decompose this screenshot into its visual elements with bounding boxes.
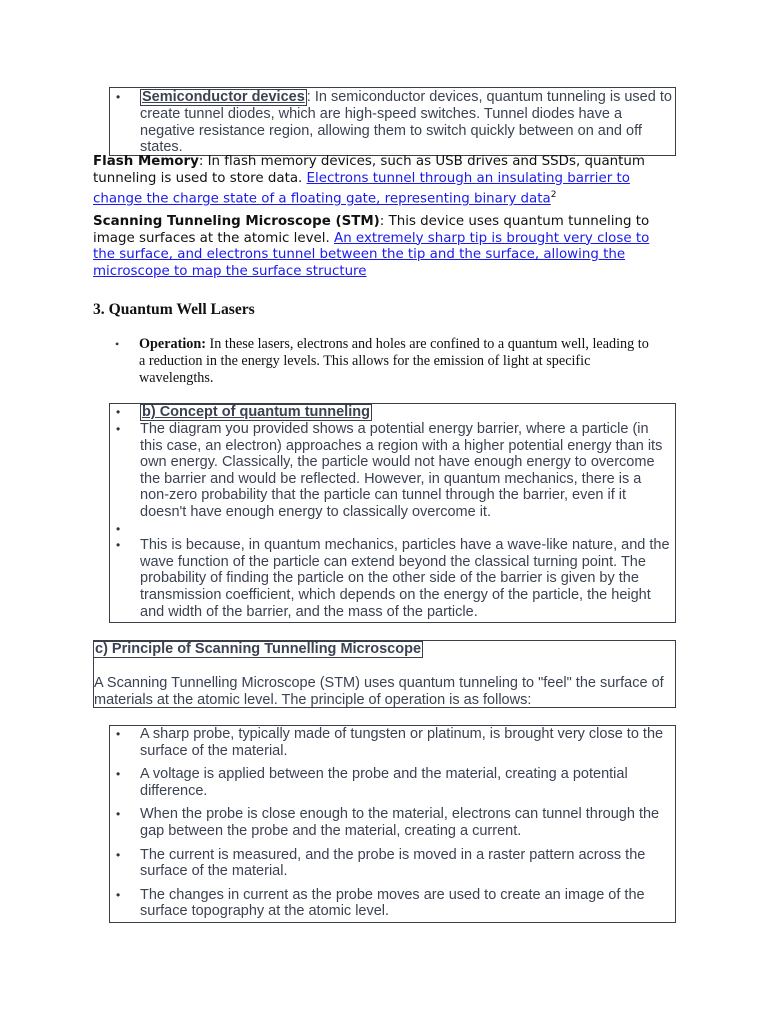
step-text: When the probe is close enough to the material, electrons can tunnel through the gap between the probe and the material, creating a current. — [140, 806, 660, 839]
step-text: The changes in current as the probe moves are used to create an image of the surface topography at the atomic level. — [140, 886, 645, 920]
step-text: The current is measured, and the probe is moved in a raster pattern across the surface of the material. — [140, 846, 646, 880]
semiconductor-box — [109, 87, 676, 156]
semiconductor-label: Semiconductor devices — [142, 89, 305, 105]
principle-box — [93, 640, 676, 708]
list-item — [110, 806, 675, 839]
list-item — [110, 847, 675, 880]
flash-memory-link[interactable]: Electrons tunnel through an insulating barrier to change the charge state of a floating gate, representing binary data — [93, 170, 630, 207]
semiconductor-text: : In semiconductor devices, quantum tunneling is used to create tunnel diodes, which are high-speed switches. Tunnel diodes have a negative resistance region, allowing them to switch quickly between on and off states. — [140, 89, 672, 156]
operation-list — [109, 336, 654, 387]
step-text: A voltage is applied between the probe and the material, creating a potential difference. — [140, 766, 628, 799]
stm-paragraph — [93, 214, 673, 280]
concept-para2: This is because, in quantum mechanics, particles have a wave-like nature, and the wave function of the particle can extend beyond the classical turning point. The probability of finding the particle on the other side of the barrier is given by the transmission coefficient, which depends on the energy of the particle, the height and width of the barrier, and the mass of the particle. — [140, 537, 670, 620]
flash-memory-paragraph — [93, 154, 673, 208]
step-text: A sharp probe, typically made of tungsten or platinum, is brought very close to the surface of the material. — [140, 726, 664, 759]
concept-para1: The diagram you provided shows a potential energy barrier, where a particle (in this case, an electron) approaches a region with a higher potential energy than its own energy. Classically, the particle would not have enough energy to overcome the barrier and would be reflected. However, in quantum mechanics, there is a non-zero probability that the particle can tunnel through the barrier, even if it doesn't have enough energy to classically overcome it. — [140, 421, 663, 520]
steps-list — [110, 726, 675, 920]
stm-link[interactable]: An extremely sharp tip is brought very close to the surface, and electrons tunnel between the tip and the surface, allowing the microscope to map the surface structure — [93, 230, 650, 279]
steps-box — [109, 725, 676, 923]
principle-heading — [94, 641, 675, 658]
operation-text: In these lasers, electrons and holes are confined to a quantum well, leading to a reduction in the energy levels. This allows for the emission of light at specific wavelengths. — [139, 336, 649, 386]
stm-text: : This device uses quantum tunneling to image surfaces at the atomic level. — [93, 214, 650, 246]
quantum-well-lasers-heading: 3. Quantum Well Lasers — [93, 301, 255, 318]
list-item — [110, 887, 675, 920]
operation-item — [109, 336, 654, 387]
flash-memory-label: Flash Memory — [93, 154, 199, 169]
stm-label: Scanning Tunneling Microscope (STM) — [93, 214, 380, 229]
concept-empty-item — [110, 521, 675, 538]
flash-memory-text: : In flash memory devices, such as USB drives and SSDs, quantum tunneling is used to store data. — [93, 154, 645, 186]
list-item — [110, 726, 675, 759]
operation-label: Operation: — [139, 336, 206, 352]
flash-memory-footnote[interactable]: 2 — [550, 190, 557, 201]
concept-para2-item — [110, 537, 675, 620]
concept-para1-item — [110, 421, 675, 521]
principle-intro: A Scanning Tunnelling Microscope (STM) uses quantum tunneling to "feel" the surface of materials at the atomic level. The principle of operation is as follows: — [94, 675, 664, 708]
concept-box — [109, 403, 676, 623]
principle-label: c) Principle of Scanning Tunnelling Microscope — [95, 641, 422, 657]
list-item — [110, 766, 675, 799]
semiconductor-item — [110, 89, 675, 156]
concept-label: b) Concept of quantum tunneling — [142, 404, 370, 420]
concept-heading-item — [110, 404, 675, 421]
